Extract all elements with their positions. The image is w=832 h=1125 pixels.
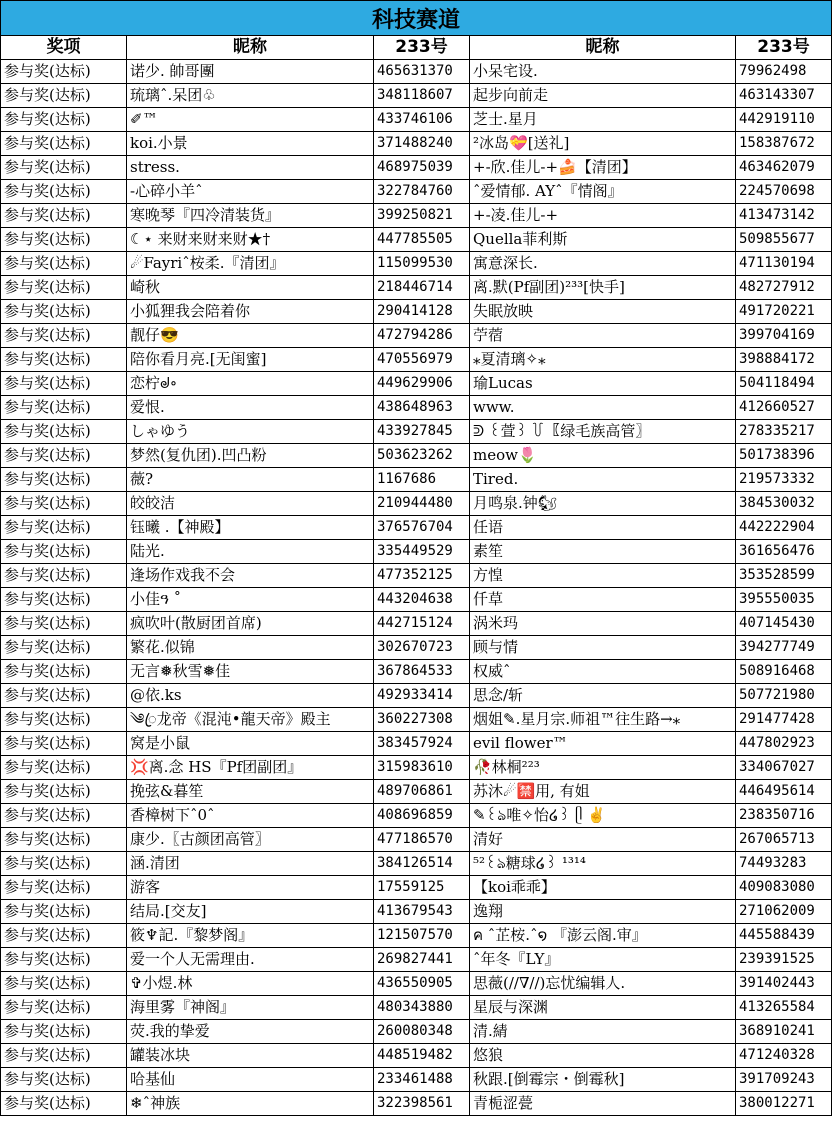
table-row bbox=[1, 324, 832, 348]
award-cell: 参与奖(达标) bbox=[1, 204, 127, 228]
id-cell: 17559125 bbox=[374, 876, 470, 900]
nickname-cell: 结局.[交友] bbox=[127, 900, 374, 924]
id-cell-2: 507721980 bbox=[736, 684, 832, 708]
table-row bbox=[1, 180, 832, 204]
nickname-cell-2: 清好 bbox=[470, 828, 736, 852]
id-cell: 315983610 bbox=[374, 756, 470, 780]
id-cell: 322784760 bbox=[374, 180, 470, 204]
id-cell-2: 482727912 bbox=[736, 276, 832, 300]
id-cell: 233461488 bbox=[374, 1068, 470, 1092]
award-cell: 参与奖(达标) bbox=[1, 108, 127, 132]
id-cell-2: 442222904 bbox=[736, 516, 832, 540]
award-cell: 参与奖(达标) bbox=[1, 636, 127, 660]
nickname-cell: 挽弦&暮笙 bbox=[127, 780, 374, 804]
header-nickname-2: 昵称 bbox=[470, 36, 736, 60]
award-cell: 参与奖(达标) bbox=[1, 756, 127, 780]
id-cell-2: 238350716 bbox=[736, 804, 832, 828]
id-cell: 367864533 bbox=[374, 660, 470, 684]
header-233-id-2: 233号 bbox=[736, 36, 832, 60]
id-cell: 322398561 bbox=[374, 1092, 470, 1116]
header-233-id: 233号 bbox=[374, 36, 470, 60]
nickname-cell-2: 离.默(Pf副团)²³³[快手] bbox=[470, 276, 736, 300]
award-cell: 参与奖(达标) bbox=[1, 324, 127, 348]
id-cell: 472794286 bbox=[374, 324, 470, 348]
id-cell: 489706861 bbox=[374, 780, 470, 804]
nickname-cell-2: 起步向前走 bbox=[470, 84, 736, 108]
table-row bbox=[1, 564, 832, 588]
award-cell: 参与奖(达标) bbox=[1, 468, 127, 492]
award-cell: 参与奖(达标) bbox=[1, 1020, 127, 1044]
nickname-cell: 康少.〖古颜团高管〗 bbox=[127, 828, 374, 852]
nickname-cell: 陆光. bbox=[127, 540, 374, 564]
id-cell-2: 447802923 bbox=[736, 732, 832, 756]
award-cell: 参与奖(达标) bbox=[1, 900, 127, 924]
award-cell: 参与奖(达标) bbox=[1, 252, 127, 276]
header-award: 奖项 bbox=[1, 36, 127, 60]
table-row bbox=[1, 900, 832, 924]
id-cell-2: 395550035 bbox=[736, 588, 832, 612]
id-cell: 408696859 bbox=[374, 804, 470, 828]
nickname-cell: 游客 bbox=[127, 876, 374, 900]
nickname-cell-2: ˆ年冬『LY』 bbox=[470, 948, 736, 972]
nickname-cell-2: ˆ爱情郁. AYˆ『情阁』 bbox=[470, 180, 736, 204]
id-cell-2: 353528599 bbox=[736, 564, 832, 588]
id-cell: 503623262 bbox=[374, 444, 470, 468]
table-row bbox=[1, 828, 832, 852]
award-cell: 参与奖(达标) bbox=[1, 828, 127, 852]
id-cell: 360227308 bbox=[374, 708, 470, 732]
award-cell: 参与奖(达标) bbox=[1, 156, 127, 180]
id-cell-2: 409083080 bbox=[736, 876, 832, 900]
id-cell-2: 471130194 bbox=[736, 252, 832, 276]
id-cell: 480343880 bbox=[374, 996, 470, 1020]
id-cell: 210944480 bbox=[374, 492, 470, 516]
table-row bbox=[1, 276, 832, 300]
table-row bbox=[1, 684, 832, 708]
nickname-cell-2: 芝士.星月 bbox=[470, 108, 736, 132]
award-cell: 参与奖(达标) bbox=[1, 876, 127, 900]
id-cell-2: 412660527 bbox=[736, 396, 832, 420]
id-cell-2: 413265584 bbox=[736, 996, 832, 1020]
id-cell-2: 158387672 bbox=[736, 132, 832, 156]
id-cell: 1167686 bbox=[374, 468, 470, 492]
nickname-cell: 小佳ዓ ˚ bbox=[127, 588, 374, 612]
nickname-cell-2: 思念/斩 bbox=[470, 684, 736, 708]
id-cell: 115099530 bbox=[374, 252, 470, 276]
table-row bbox=[1, 636, 832, 660]
table-row bbox=[1, 972, 832, 996]
nickname-cell-2: 清.綪 bbox=[470, 1020, 736, 1044]
award-cell: 参与奖(达标) bbox=[1, 444, 127, 468]
id-cell-2: 398884172 bbox=[736, 348, 832, 372]
award-cell: 参与奖(达标) bbox=[1, 60, 127, 84]
nickname-cell: 无言❅秋雪❅佳 bbox=[127, 660, 374, 684]
nickname-cell-2: ค ˆ芷桉.ˆ໑ 『澎云阁.审』 bbox=[470, 924, 736, 948]
table-row bbox=[1, 948, 832, 972]
id-cell: 290414128 bbox=[374, 300, 470, 324]
award-cell: 参与奖(达标) bbox=[1, 972, 127, 996]
nickname-cell: 薇? bbox=[127, 468, 374, 492]
nickname-cell: koi.小景 bbox=[127, 132, 374, 156]
nickname-cell: -心碎小羊ˆ bbox=[127, 180, 374, 204]
nickname-cell-2: 任语 bbox=[470, 516, 736, 540]
table-row bbox=[1, 420, 832, 444]
id-cell-2: 384530032 bbox=[736, 492, 832, 516]
id-cell: 468975039 bbox=[374, 156, 470, 180]
table-row bbox=[1, 588, 832, 612]
nickname-cell: 涵.清团 bbox=[127, 852, 374, 876]
award-cell: 参与奖(达标) bbox=[1, 228, 127, 252]
award-cell: 参与奖(达标) bbox=[1, 852, 127, 876]
table-row bbox=[1, 1068, 832, 1092]
nickname-cell: 寒晚琴『四冷清装货』 bbox=[127, 204, 374, 228]
award-cell: 参与奖(达标) bbox=[1, 684, 127, 708]
nickname-cell-2: 悠狼 bbox=[470, 1044, 736, 1068]
award-cell: 参与奖(达标) bbox=[1, 1044, 127, 1068]
table-row bbox=[1, 492, 832, 516]
id-cell: 260080348 bbox=[374, 1020, 470, 1044]
nickname-cell: ❄ˆ神族 bbox=[127, 1092, 374, 1116]
table-row bbox=[1, 396, 832, 420]
award-cell: 参与奖(达标) bbox=[1, 588, 127, 612]
nickname-cell-2: 月鸣泉.钟🐿 bbox=[470, 492, 736, 516]
nickname-cell-2: 星辰与深渊 bbox=[470, 996, 736, 1020]
award-cell: 参与奖(达标) bbox=[1, 420, 127, 444]
table-row bbox=[1, 660, 832, 684]
id-cell-2: 471240328 bbox=[736, 1044, 832, 1068]
nickname-cell-2: 🥀林桐²²³ bbox=[470, 756, 736, 780]
nickname-cell: 筱♆記.『黎梦阁』 bbox=[127, 924, 374, 948]
id-cell-2: 509855677 bbox=[736, 228, 832, 252]
id-cell: 447785505 bbox=[374, 228, 470, 252]
nickname-cell: stress. bbox=[127, 156, 374, 180]
nickname-cell: ☾⋆ 来财来财来财★† bbox=[127, 228, 374, 252]
nickname-cell-2: 青栀涩甍 bbox=[470, 1092, 736, 1116]
table-row bbox=[1, 1020, 832, 1044]
id-cell: 448519482 bbox=[374, 1044, 470, 1068]
nickname-cell-2: 瑜Lucas bbox=[470, 372, 736, 396]
nickname-cell: ༄ꦿ龙帝《混沌•龍天帝》殿主 bbox=[127, 708, 374, 732]
nickname-cell-2: ✎꒰ঌ唯✧怡໒꒱ ᥫ ✌ bbox=[470, 804, 736, 828]
id-cell-2: 463143307 bbox=[736, 84, 832, 108]
table-row bbox=[1, 732, 832, 756]
award-cell: 参与奖(达标) bbox=[1, 996, 127, 1020]
award-cell: 参与奖(达标) bbox=[1, 612, 127, 636]
id-cell: 413679543 bbox=[374, 900, 470, 924]
nickname-cell-2: Tired. bbox=[470, 468, 736, 492]
id-cell-2: 501738396 bbox=[736, 444, 832, 468]
table-row bbox=[1, 996, 832, 1020]
nickname-cell-2: 苧蓿 bbox=[470, 324, 736, 348]
id-cell-2: 219573332 bbox=[736, 468, 832, 492]
table-row bbox=[1, 756, 832, 780]
nickname-cell: 荧.我的挚爱 bbox=[127, 1020, 374, 1044]
nickname-cell-2: ⁎夏清璃✧⁎ bbox=[470, 348, 736, 372]
id-cell: 218446714 bbox=[374, 276, 470, 300]
header-nickname: 昵称 bbox=[127, 36, 374, 60]
nickname-cell: 香樟树下ˆ0ˆ bbox=[127, 804, 374, 828]
id-cell: 436550905 bbox=[374, 972, 470, 996]
nickname-cell-2: 寓意深长. bbox=[470, 252, 736, 276]
id-cell: 433746106 bbox=[374, 108, 470, 132]
table-row bbox=[1, 156, 832, 180]
award-cell: 参与奖(达标) bbox=[1, 948, 127, 972]
id-cell-2: 399704169 bbox=[736, 324, 832, 348]
id-cell-2: 391709243 bbox=[736, 1068, 832, 1092]
nickname-cell: 繁花.似锦 bbox=[127, 636, 374, 660]
table-row bbox=[1, 804, 832, 828]
nickname-cell: 哈基仙 bbox=[127, 1068, 374, 1092]
table-row bbox=[1, 60, 832, 84]
nickname-cell: 💢离.念 HS『Pf团副团』 bbox=[127, 756, 374, 780]
nickname-cell-2: www. bbox=[470, 396, 736, 420]
nickname-cell: 皎皎洁 bbox=[127, 492, 374, 516]
id-cell: 492933414 bbox=[374, 684, 470, 708]
nickname-cell: 爱恨. bbox=[127, 396, 374, 420]
nickname-cell-2: 涡米玛 bbox=[470, 612, 736, 636]
nickname-cell: 窝是小鼠 bbox=[127, 732, 374, 756]
nickname-cell: 琉璃ˆ.呆团♧ bbox=[127, 84, 374, 108]
nickname-cell-2: Quella菲利斯 bbox=[470, 228, 736, 252]
nickname-cell-2: ᕲ ꒰萱꒱ ꒦ 〖绿毛族高管〗 bbox=[470, 420, 736, 444]
table-row bbox=[1, 612, 832, 636]
id-cell: 121507570 bbox=[374, 924, 470, 948]
award-cell: 参与奖(达标) bbox=[1, 1068, 127, 1092]
table-row bbox=[1, 372, 832, 396]
award-table bbox=[0, 35, 832, 1116]
id-cell-2: 442919110 bbox=[736, 108, 832, 132]
id-cell: 376576704 bbox=[374, 516, 470, 540]
id-cell-2: 504118494 bbox=[736, 372, 832, 396]
award-cell: 参与奖(达标) bbox=[1, 396, 127, 420]
nickname-cell: ☄Fayriˆ桉柔.『清团』 bbox=[127, 252, 374, 276]
table-row bbox=[1, 540, 832, 564]
sheet-title: 科技赛道 bbox=[0, 0, 832, 36]
table-row bbox=[1, 516, 832, 540]
nickname-cell-2: 权威ˆ bbox=[470, 660, 736, 684]
id-cell-2: 334067027 bbox=[736, 756, 832, 780]
id-cell: 302670723 bbox=[374, 636, 470, 660]
table-row bbox=[1, 780, 832, 804]
table-row bbox=[1, 348, 832, 372]
nickname-cell: 诺少. 帥哥團 bbox=[127, 60, 374, 84]
id-cell-2: 380012271 bbox=[736, 1092, 832, 1116]
id-cell-2: 79962498 bbox=[736, 60, 832, 84]
nickname-cell-2: 失眠放映 bbox=[470, 300, 736, 324]
nickname-cell-2: 素笙 bbox=[470, 540, 736, 564]
nickname-cell: 恋柠ᖙ∘ bbox=[127, 372, 374, 396]
id-cell: 470556979 bbox=[374, 348, 470, 372]
nickname-cell-2: 方惶 bbox=[470, 564, 736, 588]
award-cell: 参与奖(达标) bbox=[1, 564, 127, 588]
table-row bbox=[1, 468, 832, 492]
nickname-cell: 小狐狸我会陪着你 bbox=[127, 300, 374, 324]
table-row bbox=[1, 132, 832, 156]
award-cell: 参与奖(达标) bbox=[1, 516, 127, 540]
nickname-cell-2: 逸翔 bbox=[470, 900, 736, 924]
nickname-cell: 崎秋 bbox=[127, 276, 374, 300]
award-cell: 参与奖(达标) bbox=[1, 660, 127, 684]
nickname-cell-2: evil flower™ bbox=[470, 732, 736, 756]
nickname-cell: 陪你看月亮.[无闺蜜] bbox=[127, 348, 374, 372]
nickname-cell: 靓仔😎 bbox=[127, 324, 374, 348]
id-cell: 443204638 bbox=[374, 588, 470, 612]
table-row bbox=[1, 924, 832, 948]
table-row bbox=[1, 852, 832, 876]
id-cell: 348118607 bbox=[374, 84, 470, 108]
table-body bbox=[1, 60, 832, 1116]
id-cell: 269827441 bbox=[374, 948, 470, 972]
nickname-cell-2: 顾与情 bbox=[470, 636, 736, 660]
id-cell: 442715124 bbox=[374, 612, 470, 636]
nickname-cell: @依.ks bbox=[127, 684, 374, 708]
id-cell-2: 407145430 bbox=[736, 612, 832, 636]
nickname-cell-2: 思薇(//∇//)忘忧编辑人. bbox=[470, 972, 736, 996]
nickname-cell-2: 秋跟.[倒霉宗・倒霉秋] bbox=[470, 1068, 736, 1092]
id-cell: 449629906 bbox=[374, 372, 470, 396]
table-row bbox=[1, 228, 832, 252]
id-cell: 465631370 bbox=[374, 60, 470, 84]
id-cell-2: 291477428 bbox=[736, 708, 832, 732]
award-cell: 参与奖(达标) bbox=[1, 132, 127, 156]
id-cell: 433927845 bbox=[374, 420, 470, 444]
nickname-cell: 海里雾『神阁』 bbox=[127, 996, 374, 1020]
award-cell: 参与奖(达标) bbox=[1, 180, 127, 204]
award-cell: 参与奖(达标) bbox=[1, 732, 127, 756]
award-cell: 参与奖(达标) bbox=[1, 924, 127, 948]
id-cell: 477352125 bbox=[374, 564, 470, 588]
header-row bbox=[1, 36, 832, 60]
id-cell-2: 413473142 bbox=[736, 204, 832, 228]
id-cell: 384126514 bbox=[374, 852, 470, 876]
award-cell: 参与奖(达标) bbox=[1, 708, 127, 732]
table-row bbox=[1, 84, 832, 108]
award-cell: 参与奖(达标) bbox=[1, 372, 127, 396]
table-row bbox=[1, 1092, 832, 1116]
id-cell-2: 224570698 bbox=[736, 180, 832, 204]
nickname-cell: 罐装冰块 bbox=[127, 1044, 374, 1068]
nickname-cell: 钰曦 .【神殿】 bbox=[127, 516, 374, 540]
nickname-cell: 逢场作戏我不会 bbox=[127, 564, 374, 588]
nickname-cell-2: ⁵²꒰ঌ糖球໒꒱ ¹³¹⁴ bbox=[470, 852, 736, 876]
award-cell: 参与奖(达标) bbox=[1, 84, 127, 108]
id-cell-2: 394277749 bbox=[736, 636, 832, 660]
id-cell-2: 267065713 bbox=[736, 828, 832, 852]
award-cell: 参与奖(达标) bbox=[1, 300, 127, 324]
id-cell-2: 368910241 bbox=[736, 1020, 832, 1044]
id-cell-2: 446495614 bbox=[736, 780, 832, 804]
nickname-cell: 梦然(复仇团).凹凸粉 bbox=[127, 444, 374, 468]
award-cell: 参与奖(达标) bbox=[1, 780, 127, 804]
nickname-cell-2: 烟姐✎.星月宗.师祖™往生路→⁎ bbox=[470, 708, 736, 732]
id-cell-2: 271062009 bbox=[736, 900, 832, 924]
table-row bbox=[1, 876, 832, 900]
id-cell: 371488240 bbox=[374, 132, 470, 156]
id-cell-2: 278335217 bbox=[736, 420, 832, 444]
nickname-cell-2: 【koi乖乖】 bbox=[470, 876, 736, 900]
table-row bbox=[1, 204, 832, 228]
nickname-cell-2: +-凌.佳儿-+ bbox=[470, 204, 736, 228]
id-cell: 383457924 bbox=[374, 732, 470, 756]
table-row bbox=[1, 1044, 832, 1068]
table-row bbox=[1, 108, 832, 132]
table-row bbox=[1, 300, 832, 324]
nickname-cell-2: ²冰岛💝[送礼] bbox=[470, 132, 736, 156]
award-cell: 参与奖(达标) bbox=[1, 804, 127, 828]
nickname-cell-2: +-欣.佳儿-+🍰【清团】 bbox=[470, 156, 736, 180]
id-cell-2: 361656476 bbox=[736, 540, 832, 564]
id-cell: 335449529 bbox=[374, 540, 470, 564]
nickname-cell-2: 小呆宅设. bbox=[470, 60, 736, 84]
table-row bbox=[1, 444, 832, 468]
id-cell-2: 74493283 bbox=[736, 852, 832, 876]
id-cell-2: 508916468 bbox=[736, 660, 832, 684]
nickname-cell: 疯吹叶(散厨团首席) bbox=[127, 612, 374, 636]
award-cell: 参与奖(达标) bbox=[1, 348, 127, 372]
nickname-cell: しゃゆう bbox=[127, 420, 374, 444]
id-cell-2: 239391525 bbox=[736, 948, 832, 972]
id-cell-2: 391402443 bbox=[736, 972, 832, 996]
table-row bbox=[1, 252, 832, 276]
id-cell: 438648963 bbox=[374, 396, 470, 420]
nickname-cell-2: 苏沐☄🈲用, 有姐 bbox=[470, 780, 736, 804]
id-cell-2: 445588439 bbox=[736, 924, 832, 948]
nickname-cell: ✐™ bbox=[127, 108, 374, 132]
nickname-cell-2: meow🌷 bbox=[470, 444, 736, 468]
id-cell: 477186570 bbox=[374, 828, 470, 852]
award-cell: 参与奖(达标) bbox=[1, 540, 127, 564]
award-cell: 参与奖(达标) bbox=[1, 1092, 127, 1116]
nickname-cell: 爱一个人无需理由. bbox=[127, 948, 374, 972]
nickname-cell: ✞小煜.林 bbox=[127, 972, 374, 996]
nickname-cell-2: 仟草 bbox=[470, 588, 736, 612]
table-row bbox=[1, 708, 832, 732]
award-cell: 参与奖(达标) bbox=[1, 276, 127, 300]
id-cell-2: 463462079 bbox=[736, 156, 832, 180]
award-cell: 参与奖(达标) bbox=[1, 492, 127, 516]
id-cell-2: 491720221 bbox=[736, 300, 832, 324]
id-cell: 399250821 bbox=[374, 204, 470, 228]
